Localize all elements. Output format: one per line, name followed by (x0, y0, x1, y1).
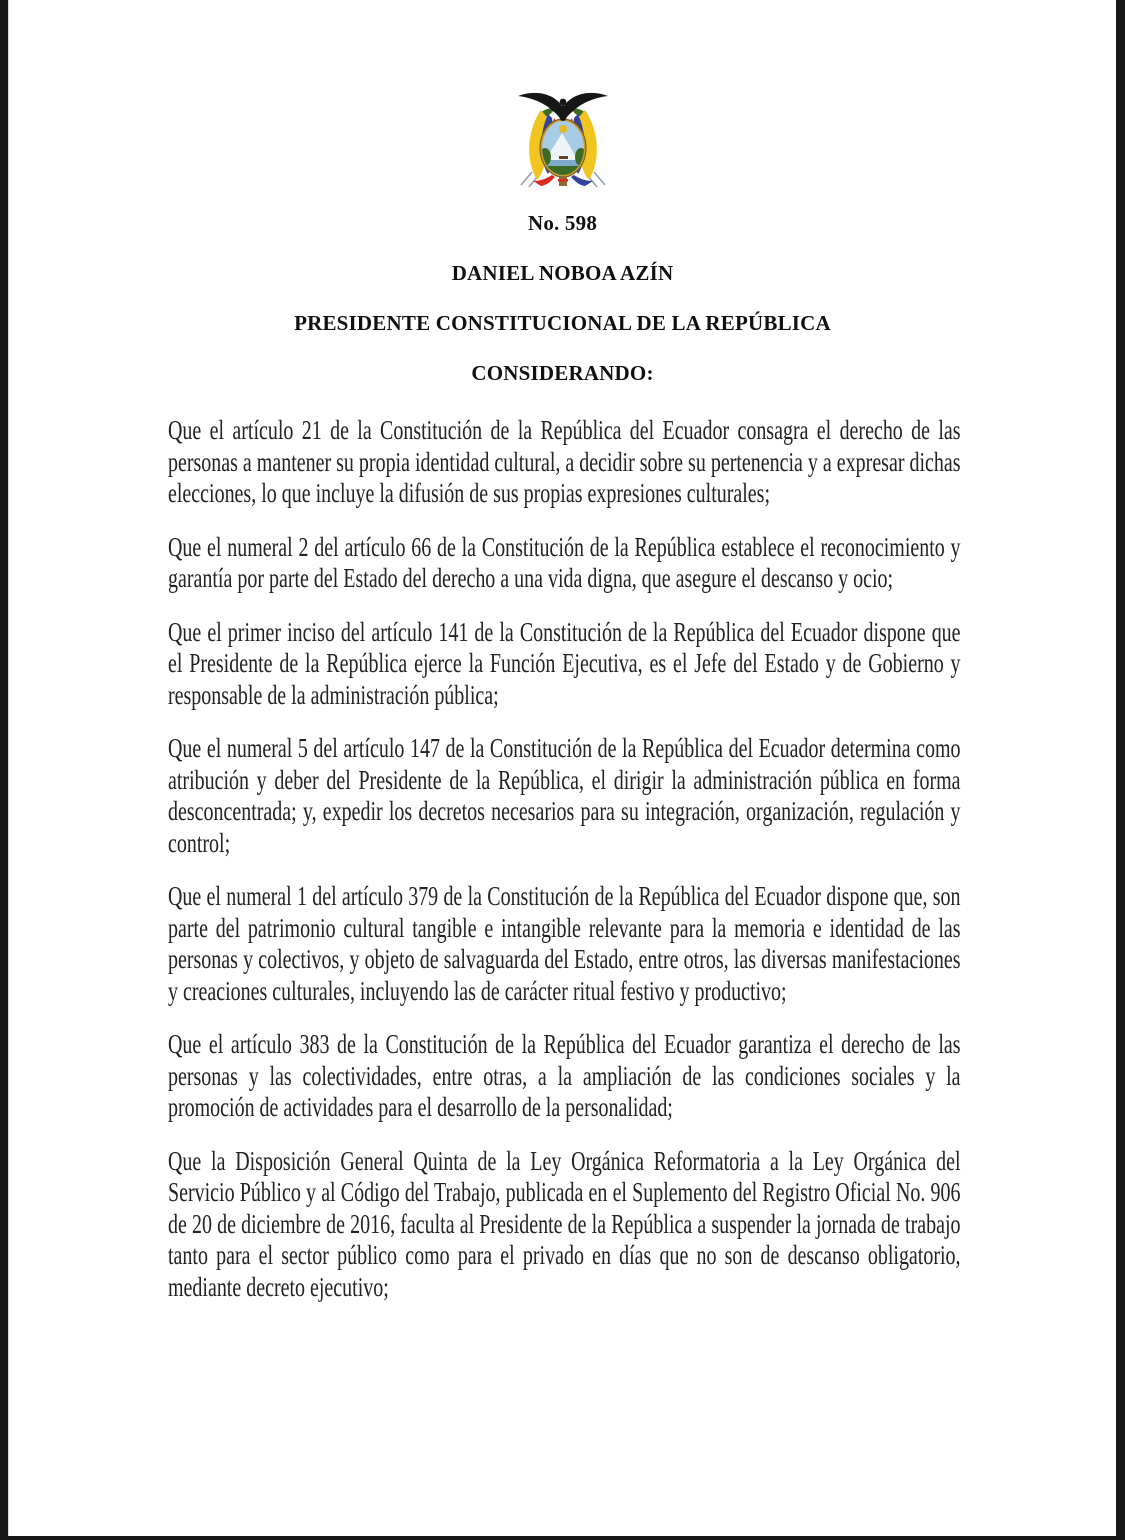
decree-header (9, 0, 1116, 387)
considerando-paragraph-3: Que el primer inciso del artículo 141 de la Constitución de la República del Ecuador dispone que el Presidente de la República ejerce la Función Ejecutiva, es el Jefe del Estado y de Gobierno y responsable de la administración pública; (168, 616, 961, 710)
president-name: DANIEL NOBOA AZÍN (451, 261, 674, 285)
steamship (559, 156, 568, 159)
considerando-paragraph-6: Que el artículo 383 de la Constitución de la República del Ecuador garantiza el derecho de las personas y las colectividades, entre otras, a la ampliación de las condiciones sociales y la promoción de actividades para el desarrollo de la personalidad; (168, 1029, 961, 1122)
considerando-paragraph-1: Que el artículo 21 de la Constitución de la República del Ecuador consagra el derecho de las personas a mantener su propia identidad cultural, a decidir sobre su pertenencia y a expresar dichas elecciones, lo que incluye la difusión de sus propias expresiones culturales; (168, 415, 961, 508)
considerando-paragraph-2: Que el numeral 2 del artículo 66 de la Constitución de la República establece el reconocimiento y garantía por parte del Estado del derecho a una vida digna, que asegure el descanso y ocio; (168, 531, 961, 593)
decree-page (8, 0, 1116, 1536)
fasces-and-ribbons (533, 175, 593, 186)
sun-icon (559, 125, 567, 133)
decree-number: No. 598 (527, 211, 598, 235)
considerando-body (168, 415, 961, 1303)
condor-icon (518, 93, 608, 121)
considerando-paragraph-4: Que el numeral 5 del artículo 147 de la Constitución de la República del Ecuador determina como atribución y deber del Presidente de la República, el dirigir la administración pública en forma desconcentrada; y, expedir los decretos necesarios para su integración, organización, regulación y control; (168, 733, 961, 858)
considerando-paragraph-7: Que la Disposición General Quinta de la Ley Orgánica Reformatoria a la Ley Orgánica del Servicio Público y al Código del Trabajo, publicada en el Suplemento del Registro Oficial No. 906 de 20 de diciembre de 2016, faculta al Presidente de la República a suspender la jornada de trabajo tanto para el sector público como para el privado en días que no son de descanso obligatorio, mediante decreto ejecutivo; (168, 1145, 961, 1302)
considerando-paragraph-5: Que el numeral 1 del artículo 379 de la Constitución de la República del Ecuador dispone que, son parte del patrimonio cultural tangible e intangible relevante para la memoria e identidad de las personas y colectivos, y objeto de salvaguarda del Estado, entre otros, las diversas manifestaciones y creaciones culturales, incluyendo las de carácter ritual festivo y productivo; (168, 881, 961, 1006)
president-title: PRESIDENTE CONSTITUCIONAL DE LA REPÚBLICA (294, 311, 831, 335)
ecuador-coat-of-arms (507, 88, 619, 188)
section-heading: CONSIDERANDO: (471, 361, 654, 385)
